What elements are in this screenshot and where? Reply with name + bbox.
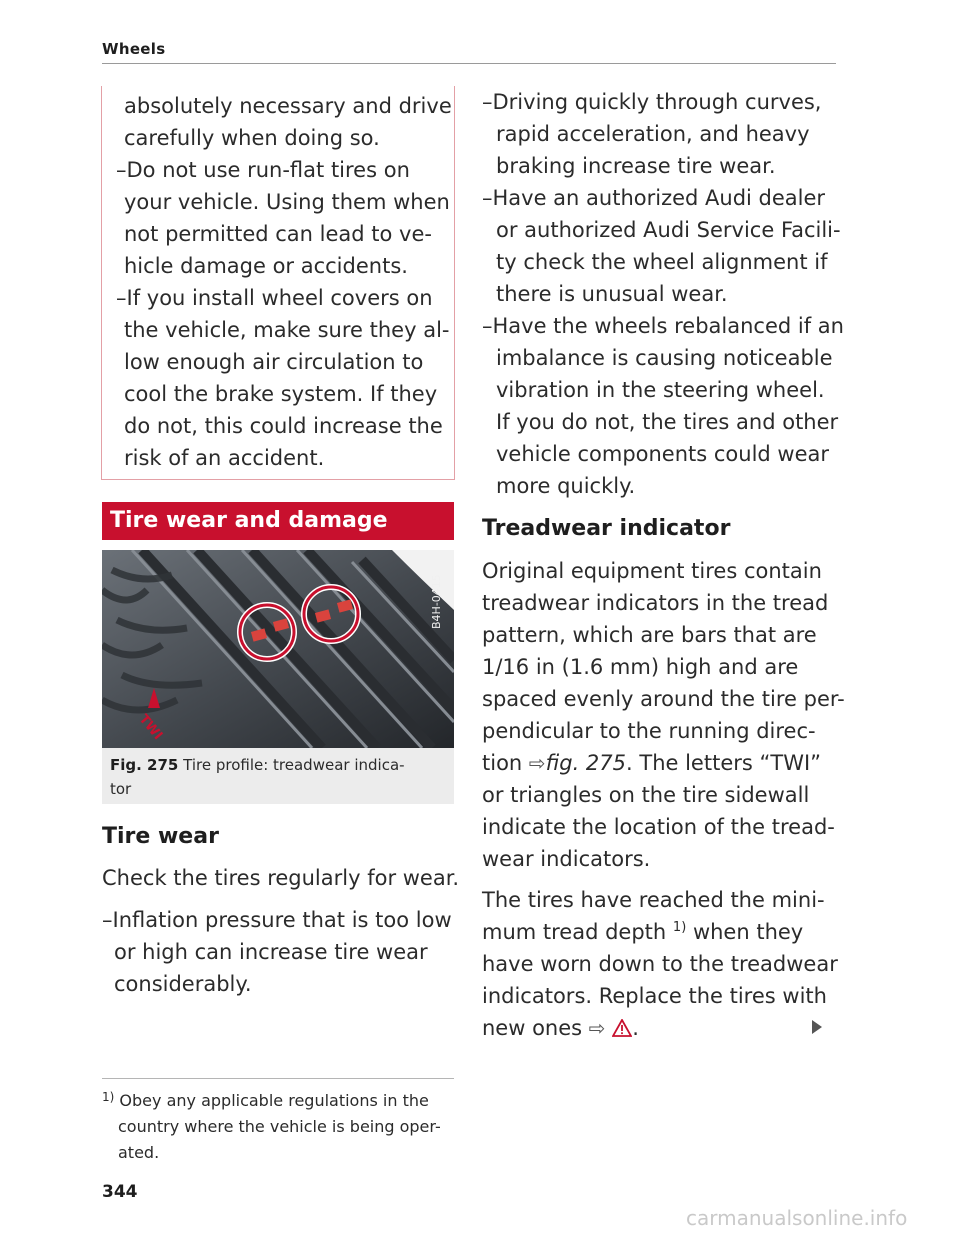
right-arrow-outline-icon: ⇨	[528, 751, 546, 775]
caption-text: Tire profile: treadwear indica-	[183, 756, 405, 774]
treadwear-line: treadwear indicators in the tread	[482, 591, 829, 615]
section-title-banner: Tire wear and damage	[102, 502, 454, 540]
warning-line: hicle damage or accidents.	[124, 254, 408, 278]
treadwear-line	[482, 747, 821, 779]
caption-line-2: tor	[110, 780, 132, 798]
warning-line: do not, this could increase the	[124, 414, 443, 438]
footnote-reference[interactable]: 1)	[672, 920, 687, 935]
text-span: tion	[482, 751, 529, 775]
right-column-line: If you do not, the tires and other	[496, 410, 839, 434]
tire-tread-illustration	[102, 550, 454, 748]
warning-line: –Do not use run-flat tires on	[116, 158, 410, 182]
header-divider	[102, 63, 836, 64]
right-arrow-outline-icon: ⇨	[588, 1016, 606, 1040]
right-column-line: –Have the wheels rebalanced if an	[482, 314, 844, 338]
watermark-text: carmanualsonline.info	[686, 1206, 908, 1230]
right-column-line: or authorized Audi Service Facili-	[496, 218, 841, 242]
right-column-line: more quickly.	[496, 474, 636, 498]
footnote-line: country where the vehicle is being oper-	[118, 1117, 441, 1136]
figure-code	[420, 553, 450, 633]
tire-tread-figure	[102, 550, 454, 748]
text-span: . The letters “TWI”	[626, 751, 822, 775]
text-span: new ones	[482, 1016, 589, 1040]
treadwear-line: Original equipment tires contain	[482, 559, 822, 583]
caption-line-1	[110, 754, 405, 776]
right-column-line: imbalance is causing noticeable	[496, 346, 833, 370]
treadwear-line: pendicular to the running direc-	[482, 719, 816, 743]
right-column-line: there is unusual wear.	[496, 282, 728, 306]
right-column-line: rapid acceleration, and heavy	[496, 122, 810, 146]
right-column-line: –Driving quickly through curves,	[482, 90, 822, 114]
treadwear-line: spaced evenly around the tire per-	[482, 687, 845, 711]
tire-wear-line: –Inflation pressure that is too low	[102, 908, 452, 932]
right-column-line: –Have an authorized Audi dealer	[482, 186, 826, 210]
warning-line: risk of an accident.	[124, 446, 325, 470]
right-column-line: vibration in the steering wheel.	[496, 378, 825, 402]
right-column-line: ty check the wheel alignment if	[496, 250, 828, 274]
footnote-line	[102, 1088, 429, 1115]
warning-line: absolutely necessary and drive	[124, 94, 452, 118]
treadwear-line: The tires have reached the mini-	[482, 888, 825, 912]
tire-wear-heading: Tire wear	[102, 824, 219, 849]
footnote-marker: 1)	[102, 1090, 115, 1104]
page-number: 344	[102, 1182, 138, 1202]
figure-reference-link[interactable]: fig. 275	[545, 751, 627, 775]
figure-label: Fig. 275	[110, 756, 179, 774]
svg-text:B4H-0415: B4H-0415	[430, 574, 443, 629]
right-column-line: vehicle components could wear	[496, 442, 830, 466]
treadwear-line: indicate the location of the tread-	[482, 815, 835, 839]
treadwear-line	[482, 1012, 639, 1044]
warning-line: –If you install wheel covers on	[116, 286, 433, 310]
tire-wear-line: or high can increase tire wear	[114, 940, 428, 964]
warning-line: low enough air circulation to	[124, 350, 424, 374]
warning-line: the vehicle, make sure they al-	[124, 318, 450, 342]
text-span: mum tread depth	[482, 920, 667, 944]
footnote-line: ated.	[118, 1143, 160, 1162]
continue-arrow-icon	[810, 1018, 824, 1036]
tire-wear-intro: Check the tires regularly for wear.	[102, 866, 460, 890]
treadwear-line: indicators. Replace the tires with	[482, 984, 827, 1008]
warning-line: cool the brake system. If they	[124, 382, 438, 406]
treadwear-line	[482, 916, 803, 952]
treadwear-line: 1/16 in (1.6 mm) high and are	[482, 655, 799, 679]
figure-caption	[102, 748, 454, 804]
twi-marking: TWI	[135, 711, 166, 744]
text-span: .	[632, 1016, 639, 1040]
warning-line: your vehicle. Using them when	[124, 190, 450, 214]
page-header-title: Wheels	[102, 40, 166, 58]
treadwear-line: wear indicators.	[482, 847, 651, 871]
treadwear-line: or triangles on the tire sidewall	[482, 783, 810, 807]
treadwear-line: pattern, which are bars that are	[482, 623, 817, 647]
footnote-text: Obey any applicable regulations in the	[119, 1091, 429, 1110]
right-column-line: braking increase tire wear.	[496, 154, 776, 178]
text-span: when they	[686, 920, 804, 944]
warning-line: carefully when doing so.	[124, 126, 380, 150]
warning-triangle-icon[interactable]	[612, 1019, 632, 1037]
warning-line: not permitted can lead to ve-	[124, 222, 432, 246]
treadwear-heading: Treadwear indicator	[482, 516, 731, 541]
treadwear-line: have worn down to the treadwear	[482, 952, 838, 976]
tire-wear-line: considerably.	[114, 972, 252, 996]
footnote-divider	[102, 1078, 454, 1079]
